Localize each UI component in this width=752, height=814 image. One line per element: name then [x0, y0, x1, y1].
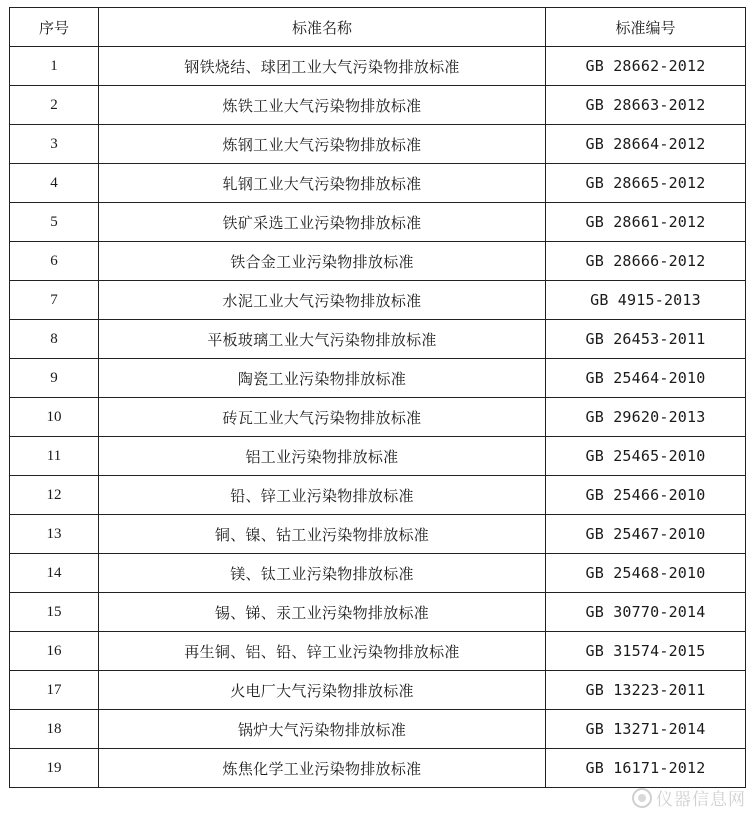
instrument-logo-icon: [632, 788, 652, 808]
row-standard-code: GB 28665-2012: [546, 164, 746, 203]
row-index: 17: [10, 671, 99, 710]
row-standard-name: 水泥工业大气污染物排放标准: [99, 281, 546, 320]
table-row: [10, 515, 746, 554]
row-standard-code: GB 13271-2014: [546, 710, 746, 749]
row-index: 8: [10, 320, 99, 359]
standards-table-container: [9, 7, 745, 788]
row-standard-code: GB 28663-2012: [546, 86, 746, 125]
row-standard-name: 砖瓦工业大气污染物排放标准: [99, 398, 546, 437]
table-row: [10, 710, 746, 749]
row-standard-name: 铁矿采选工业污染物排放标准: [99, 203, 546, 242]
row-standard-code: GB 28666-2012: [546, 242, 746, 281]
row-index: 1: [10, 47, 99, 86]
row-standard-code: GB 26453-2011: [546, 320, 746, 359]
row-standard-name: 轧钢工业大气污染物排放标准: [99, 164, 546, 203]
row-standard-code: GB 25465-2010: [546, 437, 746, 476]
row-standard-code: GB 28664-2012: [546, 125, 746, 164]
row-index: 16: [10, 632, 99, 671]
row-standard-code: GB 25466-2010: [546, 476, 746, 515]
standards-table: [9, 7, 746, 788]
row-index: 2: [10, 86, 99, 125]
row-standard-code: GB 25464-2010: [546, 359, 746, 398]
row-index: 9: [10, 359, 99, 398]
row-standard-name: 锅炉大气污染物排放标准: [99, 710, 546, 749]
table-row: [10, 671, 746, 710]
row-standard-name: 平板玻璃工业大气污染物排放标准: [99, 320, 546, 359]
row-standard-name: 炼钢工业大气污染物排放标准: [99, 125, 546, 164]
row-standard-code: GB 16171-2012: [546, 749, 746, 788]
row-standard-code: GB 29620-2013: [546, 398, 746, 437]
row-index: 12: [10, 476, 99, 515]
row-standard-name: 再生铜、铝、铅、锌工业污染物排放标准: [99, 632, 546, 671]
row-index: 15: [10, 593, 99, 632]
row-standard-code: GB 28662-2012: [546, 47, 746, 86]
table-row: [10, 47, 746, 86]
row-standard-code: GB 31574-2015: [546, 632, 746, 671]
table-row: [10, 593, 746, 632]
row-standard-name: 铜、镍、钴工业污染物排放标准: [99, 515, 546, 554]
row-standard-name: 锡、锑、汞工业污染物排放标准: [99, 593, 546, 632]
header-standard-code: 标准编号: [546, 8, 746, 47]
table-body: [10, 47, 746, 788]
row-standard-code: GB 28661-2012: [546, 203, 746, 242]
table-row: [10, 398, 746, 437]
row-index: 6: [10, 242, 99, 281]
table-row: [10, 632, 746, 671]
row-index: 11: [10, 437, 99, 476]
row-standard-name: 铁合金工业污染物排放标准: [99, 242, 546, 281]
row-standard-code: GB 13223-2011: [546, 671, 746, 710]
row-standard-code: GB 25467-2010: [546, 515, 746, 554]
table-row: [10, 281, 746, 320]
row-index: 19: [10, 749, 99, 788]
table-row: [10, 320, 746, 359]
row-standard-name: 铅、锌工业污染物排放标准: [99, 476, 546, 515]
row-index: 5: [10, 203, 99, 242]
row-standard-name: 火电厂大气污染物排放标准: [99, 671, 546, 710]
header-index: 序号: [10, 8, 99, 47]
table-row: [10, 164, 746, 203]
row-standard-code: GB 30770-2014: [546, 593, 746, 632]
row-standard-name: 钢铁烧结、球团工业大气污染物排放标准: [99, 47, 546, 86]
row-index: 18: [10, 710, 99, 749]
row-standard-name: 镁、钛工业污染物排放标准: [99, 554, 546, 593]
table-row: [10, 242, 746, 281]
row-standard-name: 炼焦化学工业污染物排放标准: [99, 749, 546, 788]
row-index: 7: [10, 281, 99, 320]
table-row: [10, 203, 746, 242]
table-row: [10, 476, 746, 515]
row-index: 10: [10, 398, 99, 437]
table-row: [10, 86, 746, 125]
table-header-row: [10, 8, 746, 47]
row-standard-code: GB 4915-2013: [546, 281, 746, 320]
table-row: [10, 437, 746, 476]
table-row: [10, 749, 746, 788]
header-standard-name: 标准名称: [99, 8, 546, 47]
row-standard-name: 铝工业污染物排放标准: [99, 437, 546, 476]
row-standard-name: 陶瓷工业污染物排放标准: [99, 359, 546, 398]
table-row: [10, 359, 746, 398]
row-index: 3: [10, 125, 99, 164]
row-index: 13: [10, 515, 99, 554]
table-row: [10, 125, 746, 164]
watermark: [632, 785, 746, 810]
row-index: 4: [10, 164, 99, 203]
row-standard-code: GB 25468-2010: [546, 554, 746, 593]
table-row: [10, 554, 746, 593]
row-standard-name: 炼铁工业大气污染物排放标准: [99, 86, 546, 125]
watermark-text: 仪器信息网: [656, 790, 746, 810]
row-index: 14: [10, 554, 99, 593]
